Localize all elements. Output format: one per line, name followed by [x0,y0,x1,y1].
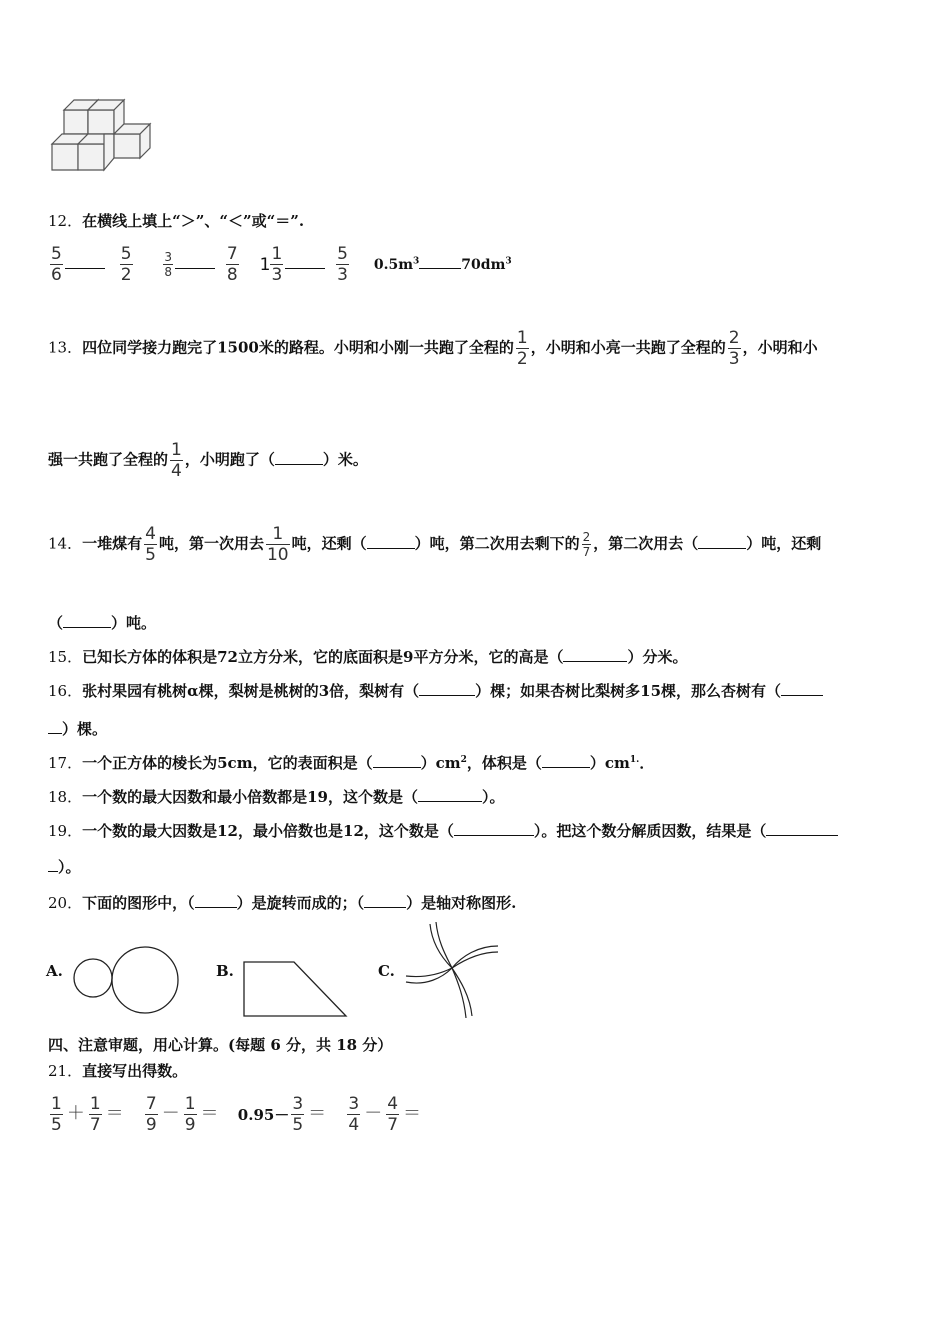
answer-blank[interactable] [285,256,325,269]
question-20: 20．下面的图形中，（ ）是旋转而成的；（ ）是轴对称图形. [48,894,517,912]
answer-blank[interactable] [781,683,823,696]
fraction: $\frac{5}{3}$ [337,244,348,285]
fraction: $\frac{4}{7}$ [387,1094,399,1135]
option-c-label[interactable]: C. [378,962,395,980]
fraction: $\frac{1}{5}$ [51,1094,62,1135]
answer-blank[interactable] [373,755,421,768]
question-14: 14．一堆煤有 $\frac{4}{5}$ 吨，第一次用去 $\frac{1}{10}$ 吨，还剩（ ）吨，第二次用去剩下的 $\frac{2}{7}$ ，第二次用去（ ）吨，还剩 [48,524,822,565]
option-a-label[interactable]: A. [46,962,63,980]
answer-blank[interactable] [48,721,62,734]
question-number: 12 [48,212,68,230]
section-4-title: 四、注意审题，用心计算。(每题 6 分，共 18 分） [48,1036,393,1054]
question-19-line2: ）。 [48,856,81,877]
option-b-label[interactable]: B. [216,962,234,980]
answer-blank[interactable] [367,536,415,549]
question-21: 21．直接写出得数。 [48,1062,188,1080]
fraction: $\frac{2}{3}$ [728,328,740,369]
question-17: 17．一个正方体的棱长为5cm，它的表面积是（ ）$cm^2$，体积是（ ）$cm^{1.}$． [48,754,655,772]
pinwheel-figure [402,920,502,1020]
fraction: $\frac{1}{4}$ [171,440,182,481]
question-13: 13．四位同学接力跑完了1500米的路程。小明和小刚一共跑了全程的 $\frac{1}{2}$ ，小明和小亮一共跑了全程的 $\frac{2}{3}$ ，小明和小 [48,328,818,369]
answer-blank[interactable] [419,683,475,696]
fraction: $\frac{3}{8}$ [164,250,173,279]
fraction: $\frac{4}{5}$ [145,524,156,565]
fraction: $\frac{1}{7}$ [89,1094,101,1135]
answer-blank[interactable] [419,256,461,269]
answer-blank[interactable] [418,789,482,802]
q21-expressions: $\frac{1}{5}$ ＋ $\frac{1}{7}$ ＝ $\frac{7}{9}$ － $\frac{1}{9}$ ＝ 0.95－ $\frac{3}{5}$ ＝ $\frac{3}{4}$ － $\frac{4}{7}$ ＝ [51,1094,422,1135]
answer-blank[interactable] [698,536,746,549]
fraction: $\frac{1}{3}$ [271,244,283,285]
question-text: 在横线上填上“＞”、“＜”或“＝”. [82,212,305,230]
cubes-figure [48,96,158,176]
question-16-line2: ）棵。 [48,718,107,739]
fraction: $\frac{5}{2}$ [120,244,132,285]
answer-blank[interactable] [175,256,215,269]
fraction: $\frac{3}{4}$ [348,1094,360,1135]
mixed-number-whole: 1 [259,254,271,275]
question-18: 18．一个数的最大因数和最小倍数都是19，这个数是（ ）。 [48,788,505,806]
answer-blank[interactable] [48,859,58,872]
answer-blank[interactable] [195,895,237,908]
question-16: 16．张村果园有桃树α棵，梨树是桃树的3倍，梨树有（ ）棵；如果杏树比梨树多15棵，那么杏树有（ [48,680,823,701]
answer-blank[interactable] [63,615,111,628]
fraction: $\frac{1}{10}$ [266,524,289,565]
unit-compare: $0.5m^3$ $70dm^3$ [373,256,512,273]
q12-items [48,244,512,285]
answer-blank[interactable] [563,649,627,662]
trapezoid-figure [240,958,352,1020]
answer-blank[interactable] [766,823,838,836]
answer-blank[interactable] [275,452,323,465]
question-19: 19．一个数的最大因数是12，最小倍数也是12，这个数是（ ）。把这个数分解质因数，结果是（ [48,820,838,841]
fraction: $\frac{2}{7}$ [582,530,591,559]
fraction: $\frac{7}{9}$ [145,1094,157,1135]
answer-blank[interactable] [65,256,105,269]
answer-blank[interactable] [364,895,406,908]
answer-blank[interactable] [542,755,590,768]
two-circles-figure [70,944,182,1016]
fraction: $\frac{1}{2}$ [516,328,528,369]
fraction: $\frac{3}{5}$ [292,1094,304,1135]
question-15: 15．已知长方体的体积是72立方分米，它的底面积是9平方分米，它的高是（ ）分米。 [48,648,688,666]
question-13-line2: 强一共跑了全程的 $\frac{1}{4}$ ，小明跑了（ ）米。 [48,440,368,481]
fraction: $\frac{1}{9}$ [184,1094,196,1135]
fraction: $\frac{5}{6}$ [51,244,62,285]
answer-blank[interactable] [454,823,534,836]
question-14-line2: （ ）吨。 [48,614,157,632]
question-12: 12．在横线上填上“＞”、“＜”或“＝”. [48,212,305,230]
fraction: $\frac{7}{8}$ [226,244,238,285]
